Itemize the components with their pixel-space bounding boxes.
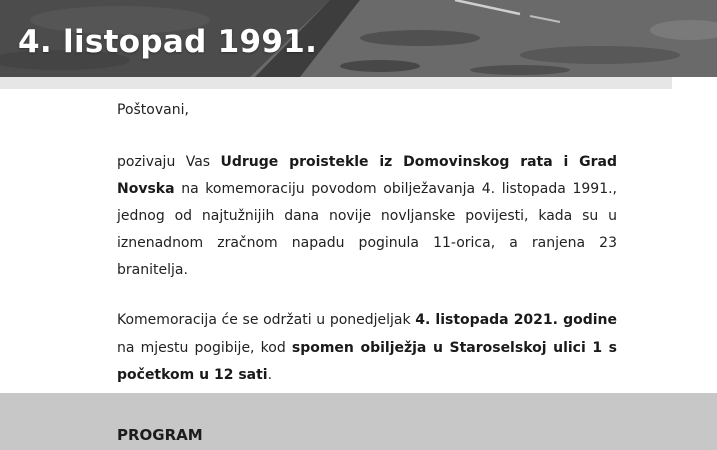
invitation-letter: [117, 99, 617, 390]
text-segment: na komemoraciju povodom obilježavanja 4. listopada 1991., jednog od najtužnijih dana novije novljanske povijesti, kada su u iznenadnom zračnom napadu poginula 11-orica, a ranjena 23 branitelja.: [117, 181, 617, 278]
text-segment: na mjestu pogibije, kod: [117, 339, 292, 356]
hero-banner: [0, 0, 717, 77]
event-date: 4. listopada 2021. godine: [415, 312, 617, 328]
organizers-text: Udruge proistekle iz Domovinskog rata i Grad Novska: [117, 154, 617, 197]
invitation-paragraph: [117, 149, 617, 284]
program-heading: PROGRAM: [117, 426, 203, 444]
greeting: Poštovani,: [117, 102, 189, 118]
event-details-paragraph: [117, 307, 617, 390]
text-segment: .: [267, 367, 273, 383]
hero-divider: [0, 77, 672, 89]
text-segment: pozivaju Vas: [117, 154, 221, 170]
text-segment: Komemoracija će se održati u ponedjeljak: [117, 312, 416, 328]
page-title: 4. listopad 1991.: [18, 24, 318, 60]
program-section: [0, 393, 717, 450]
event-location-time: spomen obilježja u Staroselskoj ulici 1 s početkom u 12 sati: [117, 339, 617, 383]
